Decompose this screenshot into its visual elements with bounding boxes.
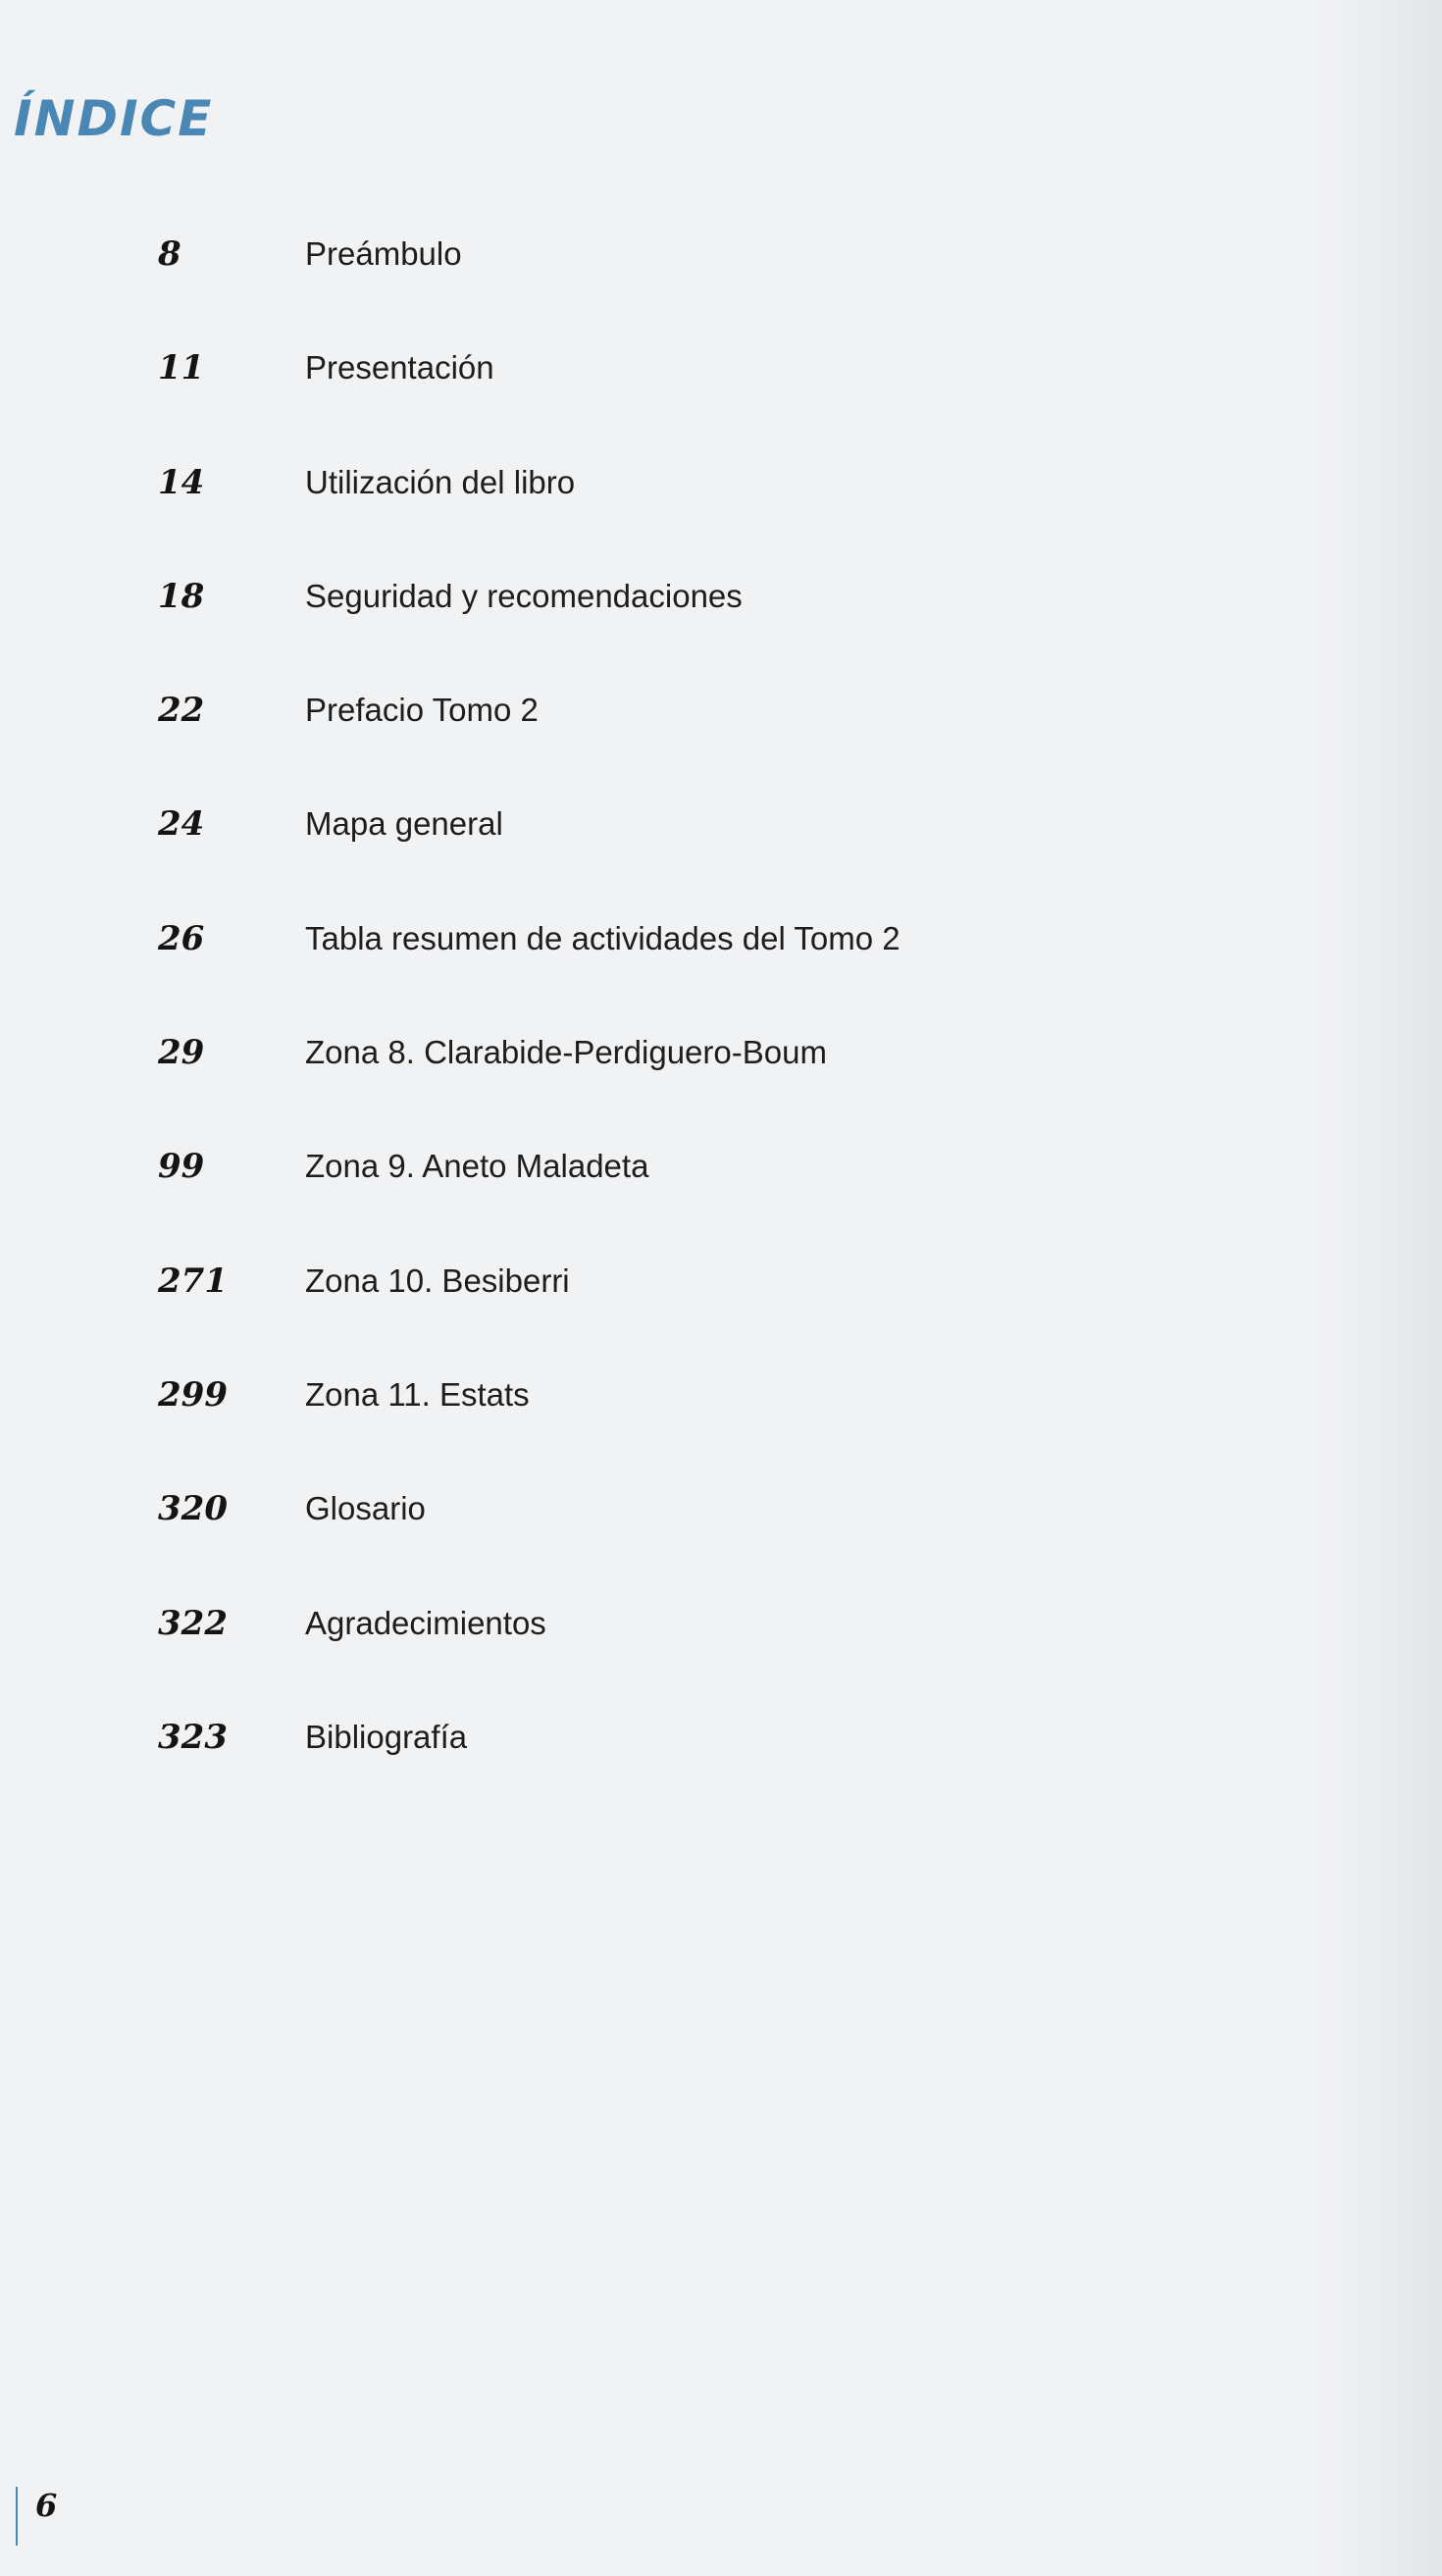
toc-entry[interactable] (0, 794, 1275, 907)
toc-entry[interactable] (0, 1022, 1275, 1136)
toc-page-number: 14 (158, 462, 205, 502)
toc-entry[interactable] (0, 1593, 1275, 1707)
toc-entry[interactable] (0, 1251, 1275, 1365)
toc-entry[interactable] (0, 337, 1275, 451)
toc-entry-title: Zona 8. Clarabide-Perdiguero-Boum (305, 1034, 827, 1071)
page-title: ÍNDICE (14, 90, 214, 147)
toc-entry[interactable] (0, 1365, 1275, 1478)
toc-entry-title: Preámbulo (305, 235, 462, 272)
toc-entry-title: Tabla resumen de actividades del Tomo 2 (305, 919, 901, 956)
toc-entry-title: Bibliografía (305, 1718, 468, 1755)
toc-entry[interactable] (0, 908, 1275, 1022)
toc-page-number: 99 (158, 1147, 205, 1187)
page-number: 6 (35, 2487, 58, 2524)
toc-entry-title: Zona 11. Estats (305, 1375, 530, 1413)
toc-page-number: 11 (158, 348, 205, 388)
toc-page-number: 24 (158, 804, 205, 845)
toc-entry-title: Zona 10. Besiberri (305, 1262, 570, 1299)
toc-entry-title: Mapa general (305, 805, 503, 843)
toc-entry-title: Presentación (305, 349, 494, 386)
toc-entry-title: Zona 9. Aneto Maladeta (305, 1148, 649, 1185)
toc-entry[interactable] (0, 680, 1275, 794)
toc-page-number: 29 (158, 1033, 205, 1073)
toc-page-number: 323 (158, 1717, 228, 1757)
page-edge-shadow (1314, 0, 1442, 2576)
toc-page-number: 18 (158, 576, 205, 616)
toc-entry[interactable] (0, 1707, 1275, 1821)
toc-page-number: 22 (158, 691, 205, 731)
toc-entry-title: Utilización del libro (305, 463, 576, 500)
folio-divider (16, 2487, 18, 2546)
toc-page-number: 322 (158, 1603, 228, 1643)
toc-entry[interactable] (0, 452, 1275, 566)
toc-page-number: 271 (158, 1261, 228, 1301)
toc-page-number: 26 (158, 918, 205, 958)
toc-page-number: 320 (158, 1489, 228, 1529)
toc-entry[interactable] (0, 566, 1275, 680)
toc-entry-title: Prefacio Tomo 2 (305, 692, 539, 729)
toc-entry-title: Seguridad y recomendaciones (305, 577, 743, 614)
toc-entry-title: Glosario (305, 1490, 426, 1527)
toc-page-number: 8 (158, 234, 181, 274)
table-of-contents (0, 224, 1275, 1821)
toc-page-number: 299 (158, 1374, 228, 1415)
toc-entry[interactable] (0, 1136, 1275, 1250)
toc-entry[interactable] (0, 1478, 1275, 1592)
toc-entry-title: Agradecimientos (305, 1604, 546, 1641)
toc-entry[interactable] (0, 224, 1275, 337)
